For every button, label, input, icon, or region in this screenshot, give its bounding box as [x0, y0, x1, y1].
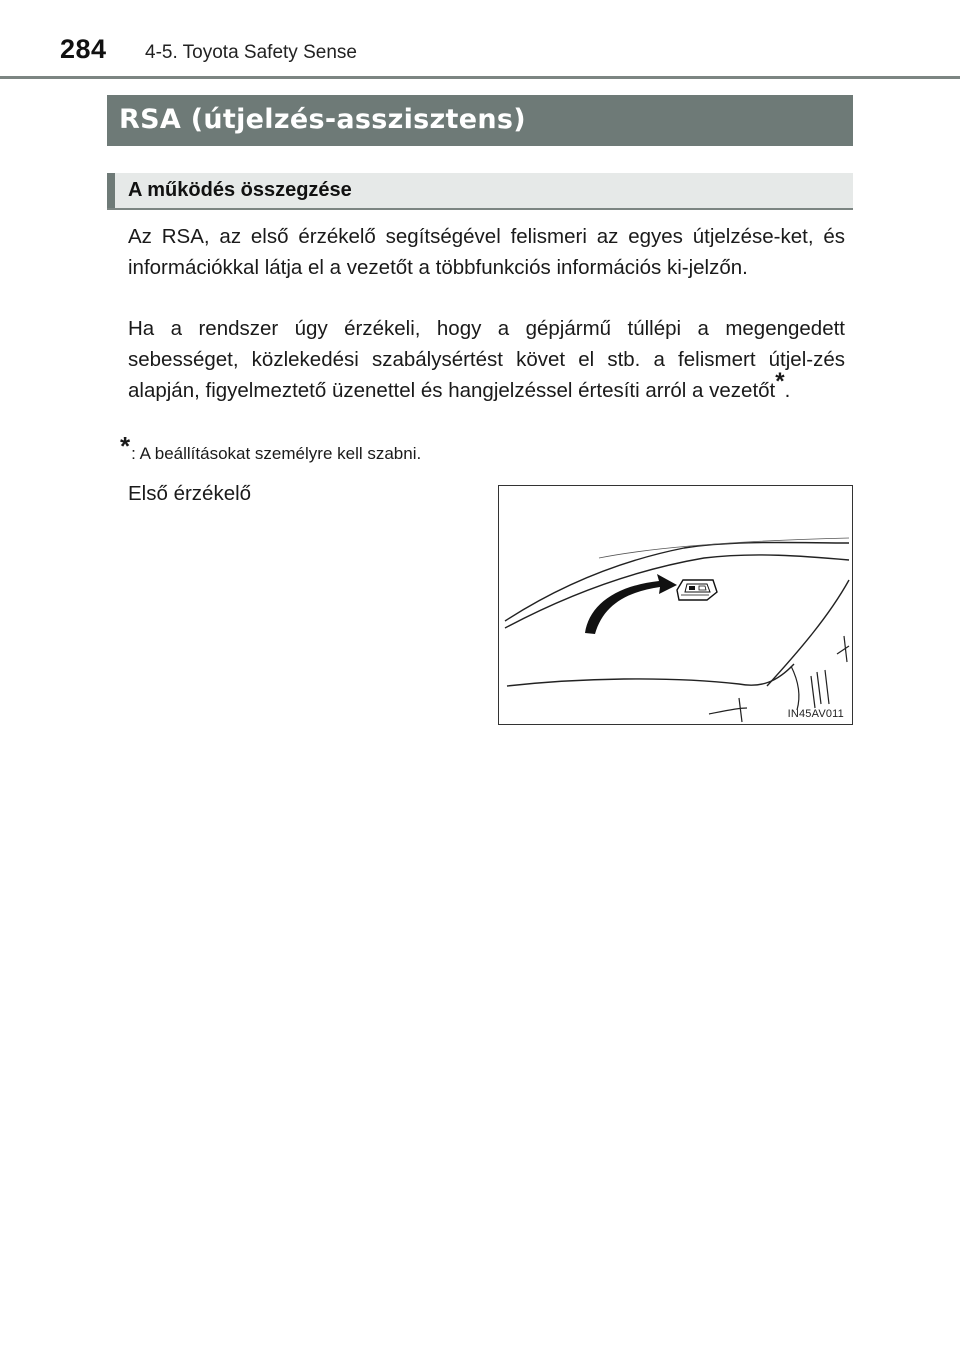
- front-sensor-illustration: [499, 486, 851, 723]
- front-sensor-figure: [498, 485, 853, 725]
- header-divider: [0, 76, 960, 79]
- paragraph-summary-text: Az RSA, az első érzékelő segítségével felismeri az egyes útjelzése-ket, és információkkal látja el a vezetőt a többfunkciós információs ki-jelzőn.: [128, 225, 845, 279]
- paragraph-warning-end: .: [784, 379, 791, 402]
- page-title: RSA (útjelzés-asszisztens): [119, 104, 526, 135]
- subheading: A működés összegzése: [128, 179, 352, 201]
- paragraph-warning-text: Ha a rendszer úgy érzékeli, hogy a gépjármű túllépi a megengedett sebességet, közlekedési szabálysértést követ el stb. a felismert útjel-zés alapján, figyelmeztető üzenettel és hangjelzéssel értesíti arról a vezetőt: [128, 317, 845, 402]
- subheading-underline: [107, 208, 853, 210]
- title-banner: [107, 95, 853, 146]
- paragraph-warning: [128, 313, 845, 406]
- footnote-text: : A beállításokat személyre kell szabni.: [131, 444, 422, 463]
- footnote: [120, 431, 422, 464]
- footnote-marker: *: [775, 368, 785, 395]
- section-title: 4-5. Toyota Safety Sense: [145, 42, 357, 63]
- subheading-accent: [107, 173, 115, 208]
- page-number: 284: [60, 34, 107, 64]
- subheading-bar: [107, 173, 853, 208]
- paragraph-summary: [128, 221, 845, 283]
- figure-code: IN45AV011: [787, 708, 844, 720]
- footnote-asterisk: *: [120, 431, 131, 461]
- figure-label: Első érzékelő: [128, 482, 252, 505]
